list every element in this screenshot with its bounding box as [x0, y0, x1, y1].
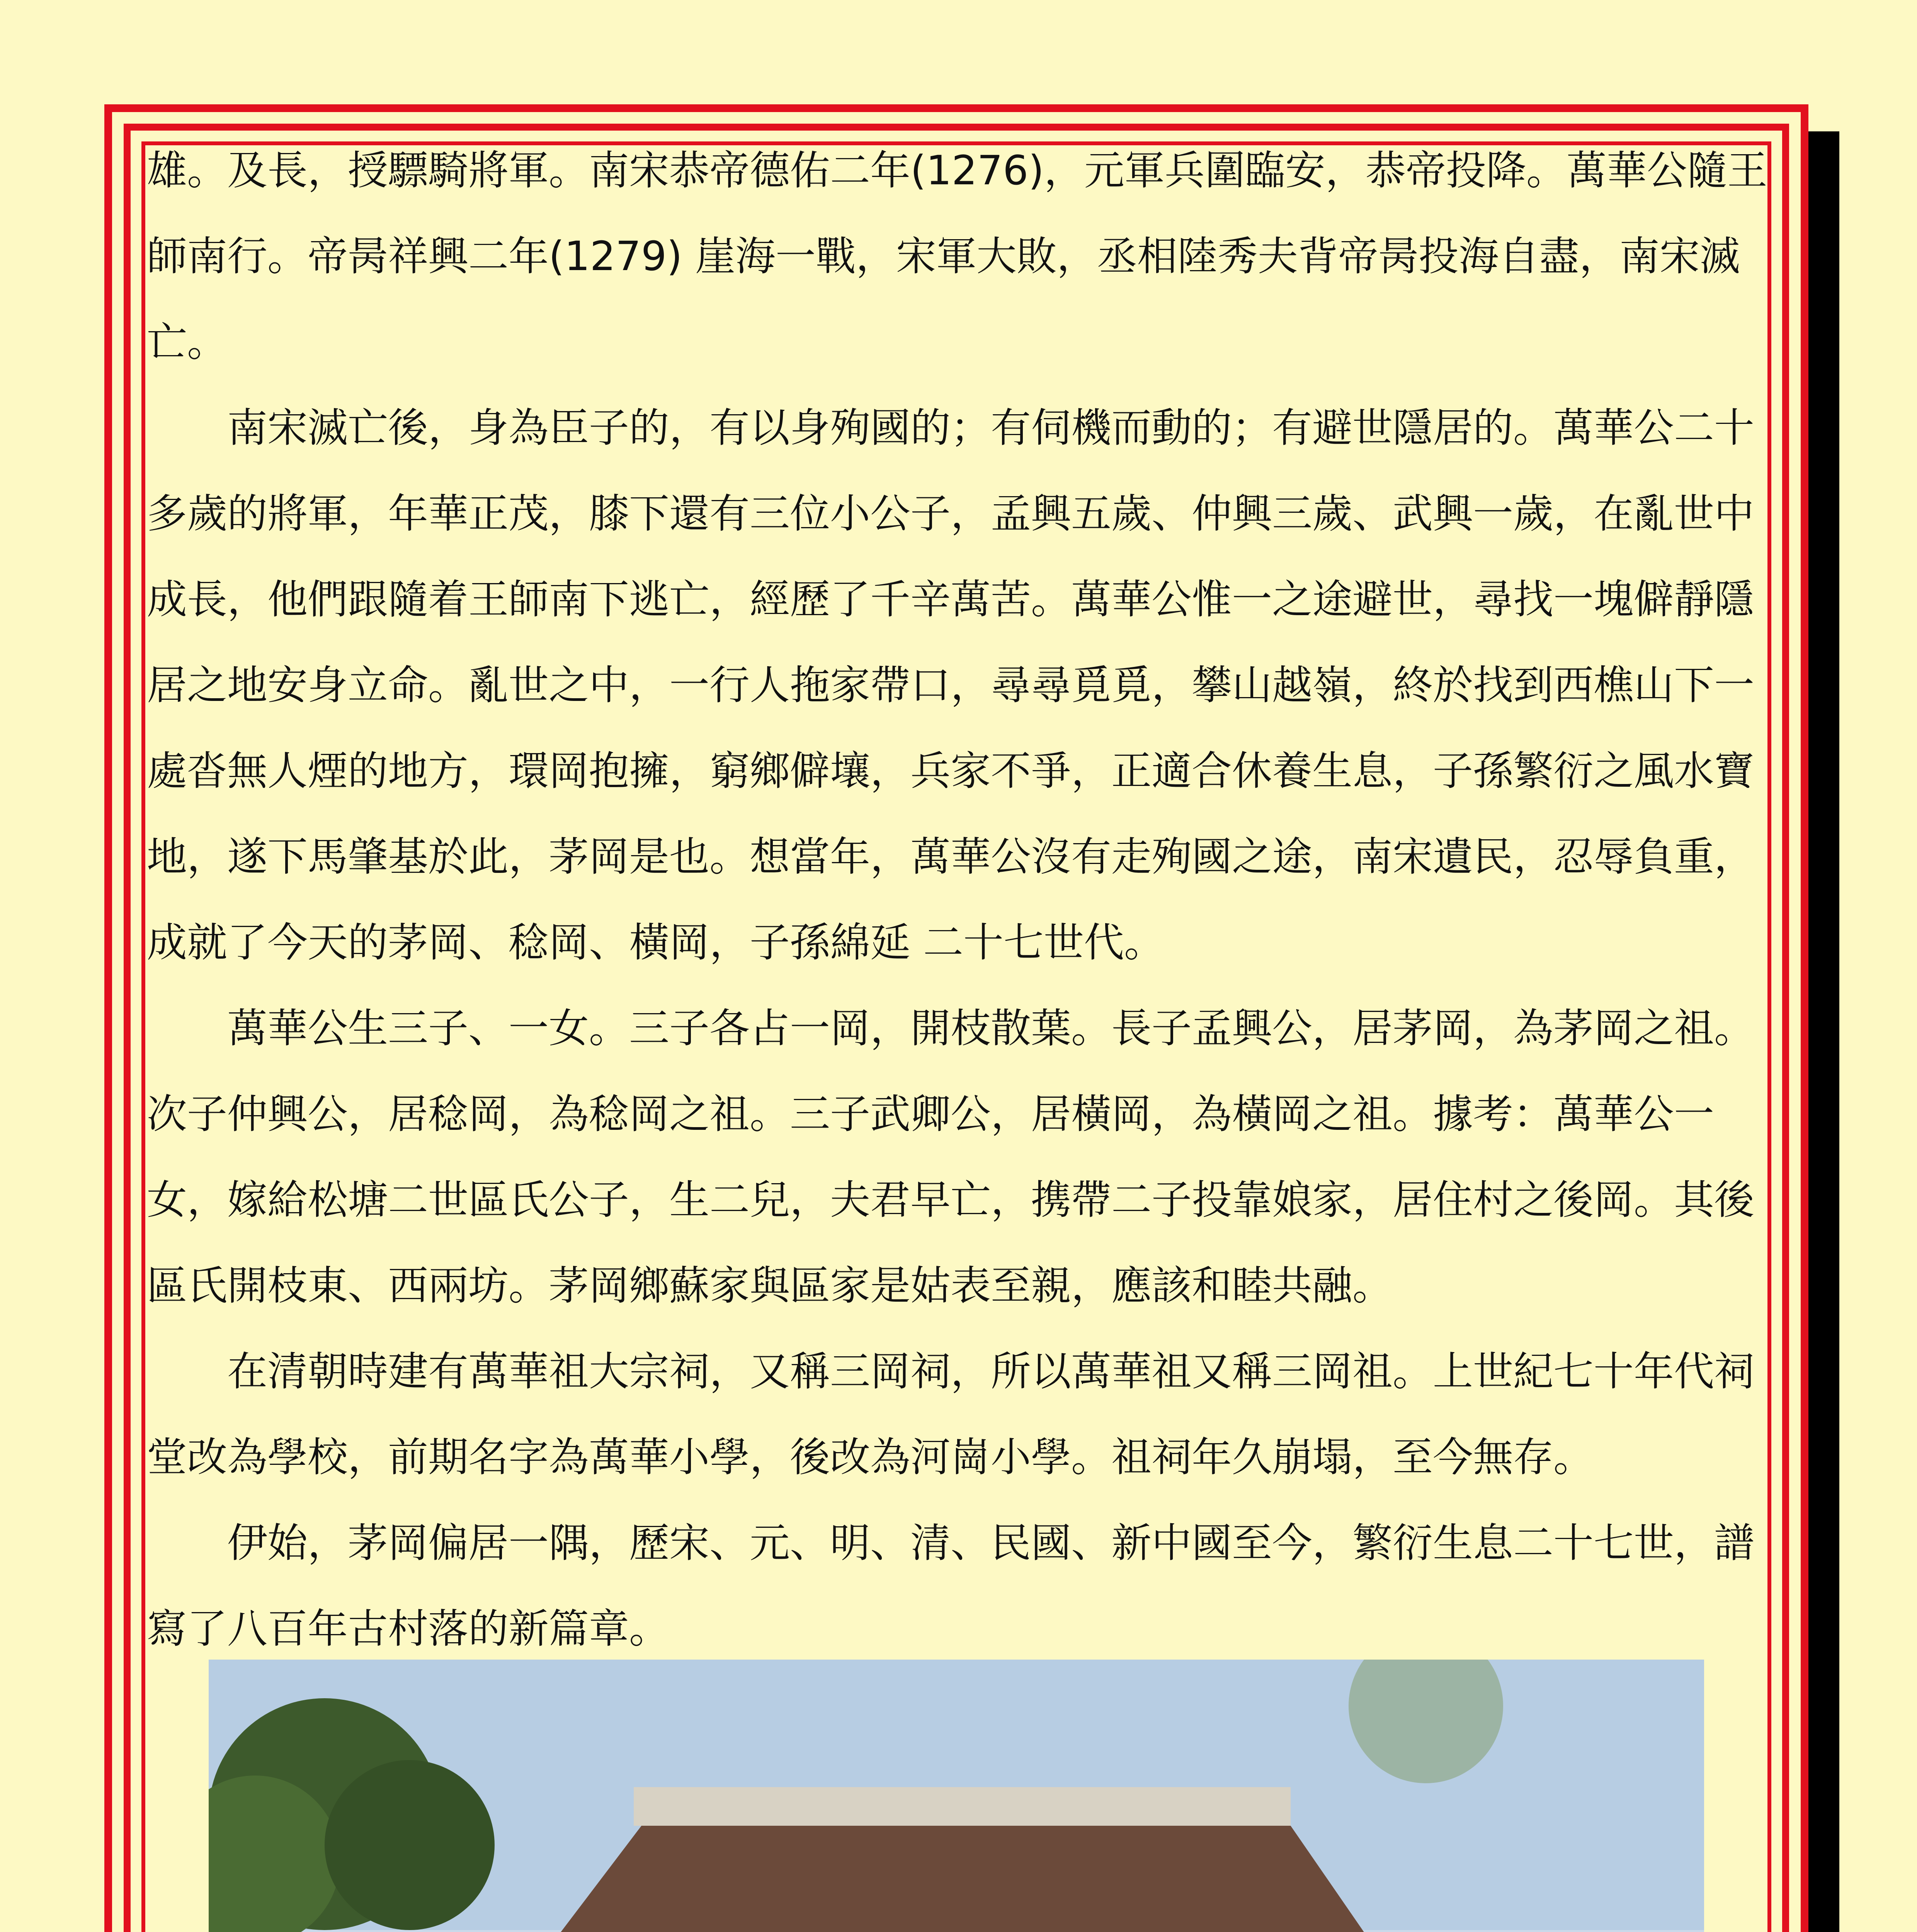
paragraph-5: 伊始，茅岡偏居一隅，歷宋、元、明、清、民國、新中國至今，繁衍生息二十七世，譜寫了八百年古村落的新篇章。: [147, 1519, 1755, 1652]
paragraph-2: 南宋滅亡後，身為臣子的，有以身殉國的；有伺機而動的；有避世隱居的。萬華公二十多歲的將軍，年華正茂，膝下還有三位小公子，孟興五歲、仲興三歲、武興一歲，在亂世中成長，他們跟隨着王師南下逃亡，經歷了千辛萬苦。萬華公惟一之途避世，尋找一塊僻靜隱居之地安身立命。亂世之中，一行人拖家帶口，尋尋覓覓，攀山越嶺，終於找到西樵山下一處沓無人煙的地方，環岡抱擁，窮鄉僻壤，兵家不爭，正適合休養生息，子孫繁衍之風水寶地，遂下馬肇基於此，茅岡是也。想當年，萬華公沒有走殉國之途，南宋遺民，忍辱負重，成就了今天的茅岡、稔岡、橫岡，子孫綿延 二十七世代。: [147, 404, 1755, 966]
paragraph-1: 雄。及長，授驃騎將軍。南宋恭帝德佑二年(1276)，元軍兵圍臨安，恭帝投降。萬華公隨王師南行。帝昺祥興二年(1279) 崖海一戰，宋軍大敗，丞相陸秀夫背帝昺投海自盡，南宋滅亡。: [147, 147, 1767, 366]
paragraph-4: 在清朝時建有萬華祖大宗祠，又稱三岡祠，所以萬華祖又稱三岡祖。上世紀七十年代祠堂改為學校，前期名字為萬華小學，後改為河崗小學。祖祠年久崩塌，至今無存。: [147, 1348, 1755, 1481]
ancestral-hall-photo: [209, 1660, 1704, 1932]
article-body: [147, 128, 1770, 1672]
paragraph-3: 萬華公生三子、一女。三子各占一岡，開枝散葉。長子孟興公，居茅岡，為茅岡之祖。次子仲興公，居稔岡，為稔岡之祖。三子武卿公，居橫岡，為橫岡之祖。據考：萬華公一女，嫁給松塘二世區氏公子，生二兒，夫君早亡，携帶二子投靠娘家，居住村之後岡。其後區氏開枝東、西兩坊。茅岡鄉蘇家與區家是姑表至親，應該和睦共融。: [147, 1005, 1755, 1309]
